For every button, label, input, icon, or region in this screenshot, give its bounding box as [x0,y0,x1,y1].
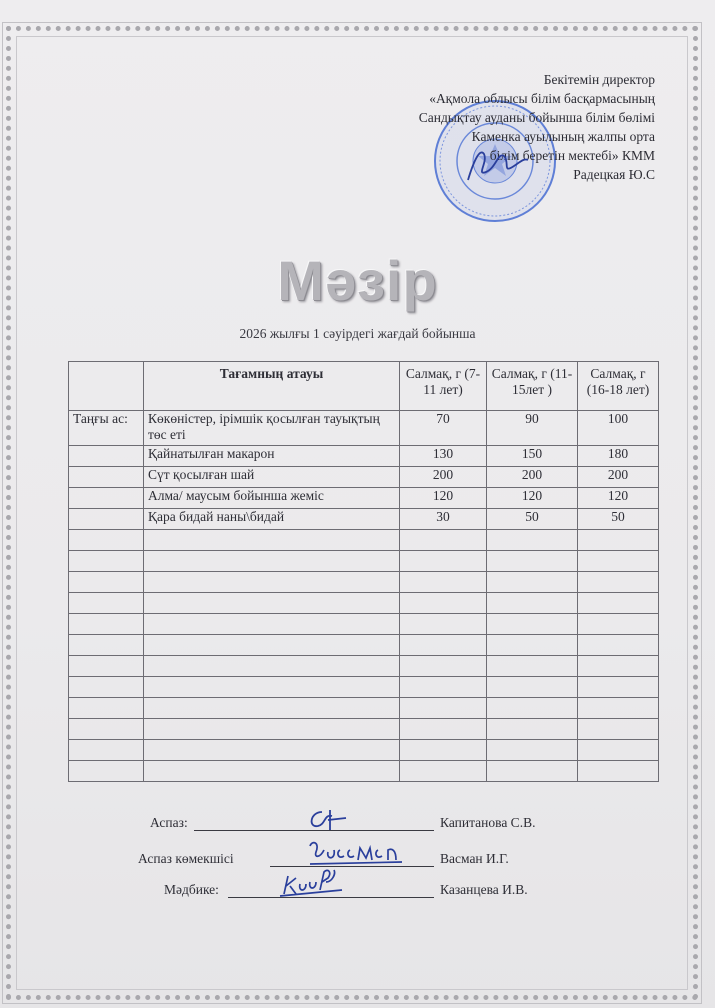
menu-table [68,361,659,782]
weight-value: 120 [400,488,487,509]
nurse-label: Мәдбике: [164,882,219,897]
table-row [69,509,659,530]
cook-name: Капитанова С.В. [440,815,536,830]
empty-row [69,698,659,719]
empty-row [69,719,659,740]
empty-row [69,551,659,572]
empty-row [69,593,659,614]
table-header-row [69,362,659,411]
dish-name: Көкөністер, ірімшік қосылған тауықтың төс еті [144,411,400,446]
approval-line: Каменка ауылының жалпы орта [471,129,655,144]
weight-value: 200 [578,467,659,488]
dish-name-header: Тағамның атауы [144,362,400,411]
assistant-name: Васман И.Г. [440,851,509,866]
page-title: Мәзір [277,249,438,312]
weight-value: 70 [400,411,487,446]
table-row [69,488,659,509]
empty-row [69,740,659,761]
assistant-label: Аспаз көмекшісі [138,851,234,866]
dish-name: Қара бидай наны\бидай [144,509,400,530]
table-row [69,446,659,467]
weight-value: 90 [487,411,578,446]
weight-value: 50 [487,509,578,530]
table-row [69,411,659,446]
approval-line: Радецкая Ю.С [573,167,655,182]
weight-value: 150 [487,446,578,467]
empty-row [69,614,659,635]
weight-value: 200 [487,467,578,488]
nurse-name: Казанцева И.В. [440,882,528,897]
weight-7-11-header: Салмақ, г (7-11 лет) [400,362,487,411]
empty-row [69,761,659,782]
dish-name: Қайнатылған макарон [144,446,400,467]
empty-row [69,572,659,593]
weight-value: 200 [400,467,487,488]
approval-line: Сандықтау ауданы бойынша білім бөлімі [418,110,655,125]
cook-label: Аспаз: [150,815,188,830]
date-subtitle: 2026 жылғы 1 сәуірдегі жағдай бойынша [239,326,476,341]
weight-value: 120 [487,488,578,509]
approval-line: «Ақмола облысы білім басқармасының [429,91,655,106]
weight-value: 120 [578,488,659,509]
meal-label: Таңғы ас: [69,411,144,446]
empty-row [69,656,659,677]
weight-value: 50 [578,509,659,530]
empty-row [69,530,659,551]
weight-11-15-header: Салмақ, г (11-15лет ) [487,362,578,411]
weight-value: 30 [400,509,487,530]
cook-signature [302,806,352,834]
dish-name: Сүт қосылған шай [144,467,400,488]
weight-value: 100 [578,411,659,446]
weight-value: 180 [578,446,659,467]
meal-header [69,362,144,411]
weight-value: 130 [400,446,487,467]
table-row [69,467,659,488]
empty-row [69,635,659,656]
nurse-signature [276,864,346,900]
weight-16-18-header: Салмақ, г (16-18 лет) [578,362,659,411]
empty-row [69,677,659,698]
director-signature [462,140,532,190]
approval-line: білім беретін мектебі» КММ [489,148,655,163]
approval-line: Бекітемін директор [543,72,655,87]
dish-name: Алма/ маусым бойынша жеміс [144,488,400,509]
